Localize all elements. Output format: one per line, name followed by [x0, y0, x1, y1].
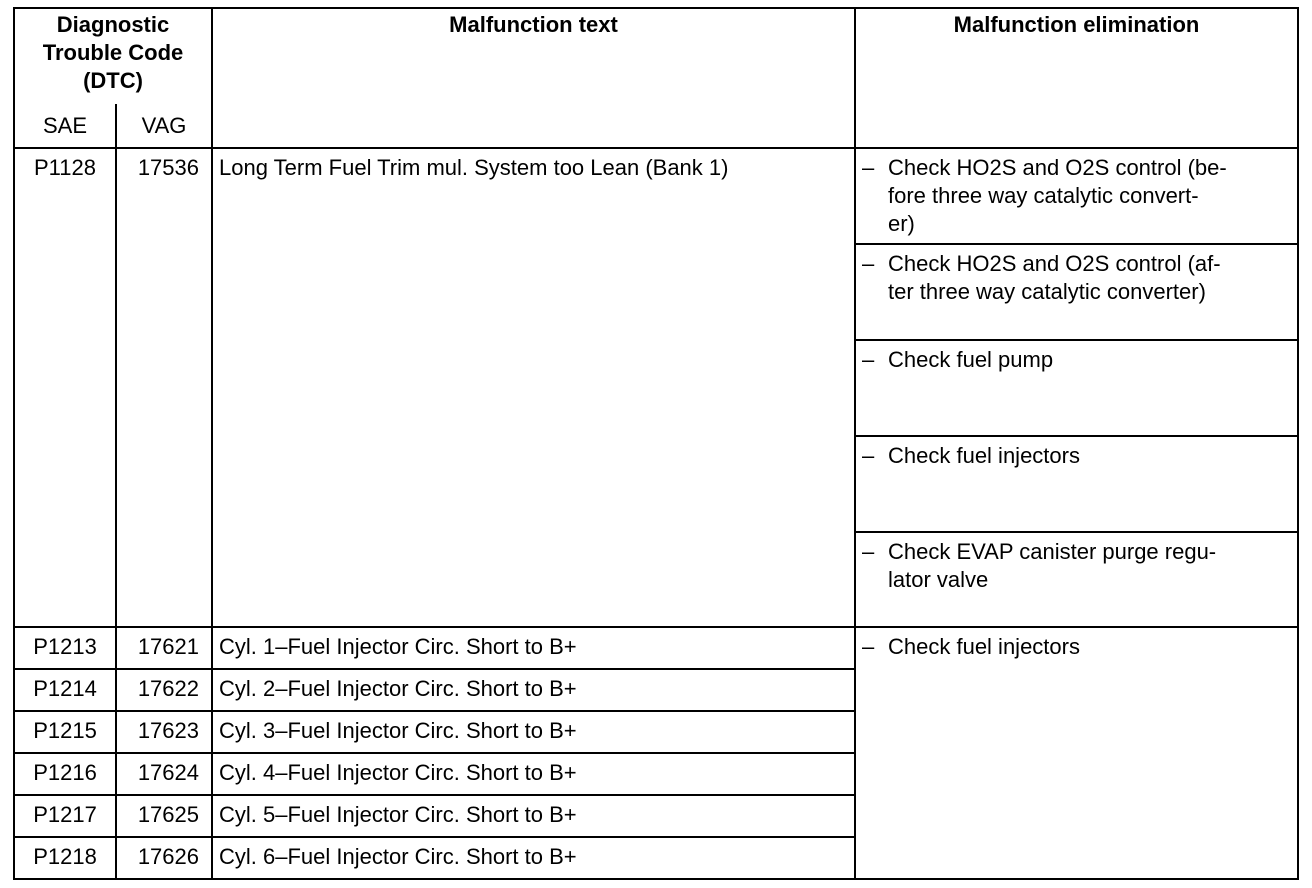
- elimination-line: Check fuel injectors: [888, 634, 1080, 659]
- elimination-line: Check fuel pump: [888, 347, 1054, 372]
- vag-code: 17625: [116, 795, 212, 837]
- elimination-line: er): [888, 211, 915, 236]
- vag-code: 17536: [116, 148, 212, 627]
- vag-code: 17623: [116, 711, 212, 753]
- vag-code: 17626: [116, 837, 212, 879]
- table-row: [14, 627, 1298, 669]
- dtc-header-line-2: Trouble Code: [42, 40, 184, 65]
- elimination-line: Check EVAP canister purge regu-: [888, 539, 1217, 564]
- sae-code: P1128: [14, 148, 116, 627]
- elimination-line: fore three way catalytic convert-: [888, 183, 1199, 208]
- dash-marker: –: [862, 347, 875, 372]
- elimination-step: [855, 532, 1298, 627]
- sae-code: P1215: [14, 711, 116, 753]
- dash-marker: –: [862, 443, 875, 468]
- dash-marker: –: [862, 251, 875, 276]
- malfunction-elimination-header: Malfunction elimination: [855, 8, 1298, 148]
- dtc-header-line-1: Diagnostic: [56, 12, 170, 37]
- malfunction-text: Long Term Fuel Trim mul. System too Lean (Bank 1): [212, 148, 855, 627]
- vag-header: VAG: [116, 104, 212, 148]
- malfunction-text: Cyl. 5–Fuel Injector Circ. Short to B+: [212, 795, 855, 837]
- malfunction-text: Cyl. 4–Fuel Injector Circ. Short to B+: [212, 753, 855, 795]
- sae-code: P1216: [14, 753, 116, 795]
- sae-code: P1217: [14, 795, 116, 837]
- malfunction-text: Cyl. 2–Fuel Injector Circ. Short to B+: [212, 669, 855, 711]
- elimination-step: [855, 627, 1298, 879]
- elimination-step: [855, 148, 1298, 244]
- dash-marker: –: [862, 634, 875, 659]
- dtc-header: [14, 8, 212, 104]
- vag-code: 17621: [116, 627, 212, 669]
- dtc-header-line-3: (DTC): [83, 68, 143, 93]
- sae-code: P1213: [14, 627, 116, 669]
- elimination-line: ter three way catalytic converter): [888, 279, 1206, 304]
- elimination-line: Check HO2S and O2S control (be-: [888, 155, 1227, 180]
- malfunction-text: Cyl. 6–Fuel Injector Circ. Short to B+: [212, 837, 855, 879]
- vag-code: 17624: [116, 753, 212, 795]
- malfunction-text: Cyl. 3–Fuel Injector Circ. Short to B+: [212, 711, 855, 753]
- sae-code: P1214: [14, 669, 116, 711]
- dash-marker: –: [862, 155, 875, 180]
- dash-marker: –: [862, 539, 875, 564]
- vag-code: 17622: [116, 669, 212, 711]
- table-row: [14, 148, 1298, 244]
- elimination-step: [855, 436, 1298, 532]
- elimination-step: [855, 244, 1298, 340]
- sae-header: SAE: [14, 104, 116, 148]
- dtc-table: [13, 7, 1299, 880]
- elimination-line: Check HO2S and O2S control (af-: [888, 251, 1221, 276]
- malfunction-text-header: Malfunction text: [212, 8, 855, 148]
- malfunction-text: Cyl. 1–Fuel Injector Circ. Short to B+: [212, 627, 855, 669]
- elimination-step: [855, 340, 1298, 436]
- elimination-line: Check fuel injectors: [888, 443, 1080, 468]
- sae-code: P1218: [14, 837, 116, 879]
- elimination-line: lator valve: [888, 567, 989, 592]
